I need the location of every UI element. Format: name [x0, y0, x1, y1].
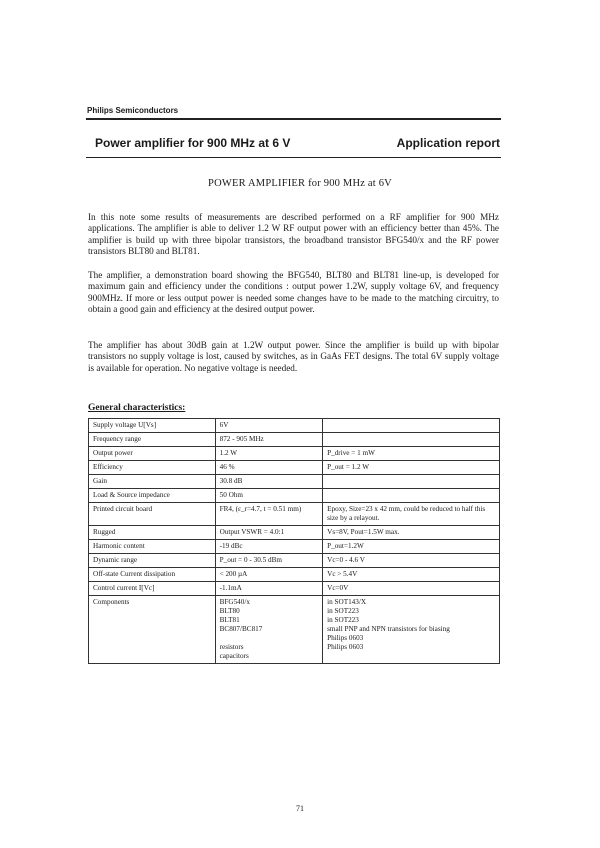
table-cell-parameter: Dynamic range	[89, 554, 216, 568]
table-cell-value: BFG540/x BLT80 BLT81 BC807/BC817 resistors capacitors	[215, 596, 323, 664]
table-cell-parameter: Harmonic content	[89, 540, 216, 554]
table-cell-value: 30.8 dB	[215, 475, 323, 489]
section-heading: General characteristics:	[88, 403, 186, 413]
document-header-title: Power amplifier for 900 MHz at 6 V	[95, 136, 291, 150]
table-row	[89, 419, 500, 433]
table-cell-condition	[323, 419, 500, 433]
table-cell-condition: P_drive = 1 mW	[323, 447, 500, 461]
header-rule-top	[86, 118, 501, 120]
table-cell-value: -1.1mA	[215, 582, 323, 596]
document-title: POWER AMPLIFIER for 900 MHz at 6V	[208, 178, 392, 189]
table-cell-value: < 200 µA	[215, 568, 323, 582]
table-cell-value: 872 - 905 MHz	[215, 433, 323, 447]
table-cell-parameter: Output power	[89, 447, 216, 461]
table-row	[89, 568, 500, 582]
table-row	[89, 489, 500, 503]
table-cell-condition	[323, 433, 500, 447]
table-cell-condition: Vs=8V, Pout=1.5W max.	[323, 526, 500, 540]
table-cell-condition: P_out=1.2W	[323, 540, 500, 554]
table-row	[89, 503, 500, 526]
table-row	[89, 433, 500, 447]
header-rule-bottom	[86, 157, 501, 158]
table-cell-condition: in SOT143/X in SOT223 in SOT223 small PNP and NPN transistors for biasing Philips 0603 Philips 0603	[323, 596, 500, 664]
paragraph-gain: The amplifier has about 30dB gain at 1.2W output power. Since the amplifier is build up with bipolar transistors no supply voltage is lost, caused by switches, as in GaAs FET designs. The total 6V supply voltage is available for operation. No negative voltage is needed.	[88, 340, 499, 373]
table-cell-condition: Vc > 5.4V	[323, 568, 500, 582]
table-row	[89, 447, 500, 461]
table-cell-parameter: Supply voltage U[Vs]	[89, 419, 216, 433]
page-number: 71	[296, 804, 304, 813]
table-cell-parameter: Gain	[89, 475, 216, 489]
table-cell-value: FR4, (ε_r=4.7, t = 0.51 mm)	[215, 503, 323, 526]
table-cell-value: Output VSWR = 4.0:1	[215, 526, 323, 540]
table-cell-value: 1.2 W	[215, 447, 323, 461]
table-cell-parameter: Off-state Current dissipation	[89, 568, 216, 582]
company-name: Philips Semiconductors	[87, 106, 179, 115]
table-cell-parameter: Control current I[Vc]	[89, 582, 216, 596]
characteristics-table	[88, 418, 500, 664]
table-cell-value: -19 dBc	[215, 540, 323, 554]
table-row	[89, 475, 500, 489]
table-cell-parameter: Load & Source impedance	[89, 489, 216, 503]
table-row	[89, 461, 500, 475]
table-cell-condition: Vc=0 - 4.6 V	[323, 554, 500, 568]
table-row	[89, 596, 500, 664]
table-cell-condition	[323, 489, 500, 503]
table-cell-parameter: Frequency range	[89, 433, 216, 447]
table-row	[89, 540, 500, 554]
table-row	[89, 554, 500, 568]
table-cell-value: 6V	[215, 419, 323, 433]
table-cell-parameter: Efficiency	[89, 461, 216, 475]
table-cell-parameter: Components	[89, 596, 216, 664]
table-cell-value: 46 %	[215, 461, 323, 475]
table-cell-condition: P_out = 1.2 W	[323, 461, 500, 475]
table-cell-parameter: Rugged	[89, 526, 216, 540]
table-cell-condition: Vc=0V	[323, 582, 500, 596]
report-type: Application report	[396, 136, 500, 150]
table-cell-condition: Epoxy, Size=23 x 42 mm, could be reduced to half this size by a relayout.	[323, 503, 500, 526]
table-cell-value: P_out = 0 - 30.5 dBm	[215, 554, 323, 568]
table-cell-condition	[323, 475, 500, 489]
table-row	[89, 526, 500, 540]
table-row	[89, 582, 500, 596]
paragraph-intro: In this note some results of measurements are described performed on a RF amplifier for 900 MHz applications. The amplifier is able to deliver 1.2 W RF output power with an efficiency better than 45%. The amplifier is build up with three bipolar transistors, the broadband transistor BFG540/x and the RF power transistors BLT80 and BLT81.	[88, 212, 499, 256]
paragraph-design: The amplifier, a demonstration board showing the BFG540, BLT80 and BLT81 line-up, is developed for maximum gain and efficiency under the conditions : output power 1.2W, supply voltage 6V, and frequency 900MHz. If more or less output power is needed some changes have to be made to the matching circuitry, to obtain a good gain and efficiency at the desired output power.	[88, 270, 499, 314]
table-cell-parameter: Printed circuit board	[89, 503, 216, 526]
table-cell-value: 50 Ohm	[215, 489, 323, 503]
